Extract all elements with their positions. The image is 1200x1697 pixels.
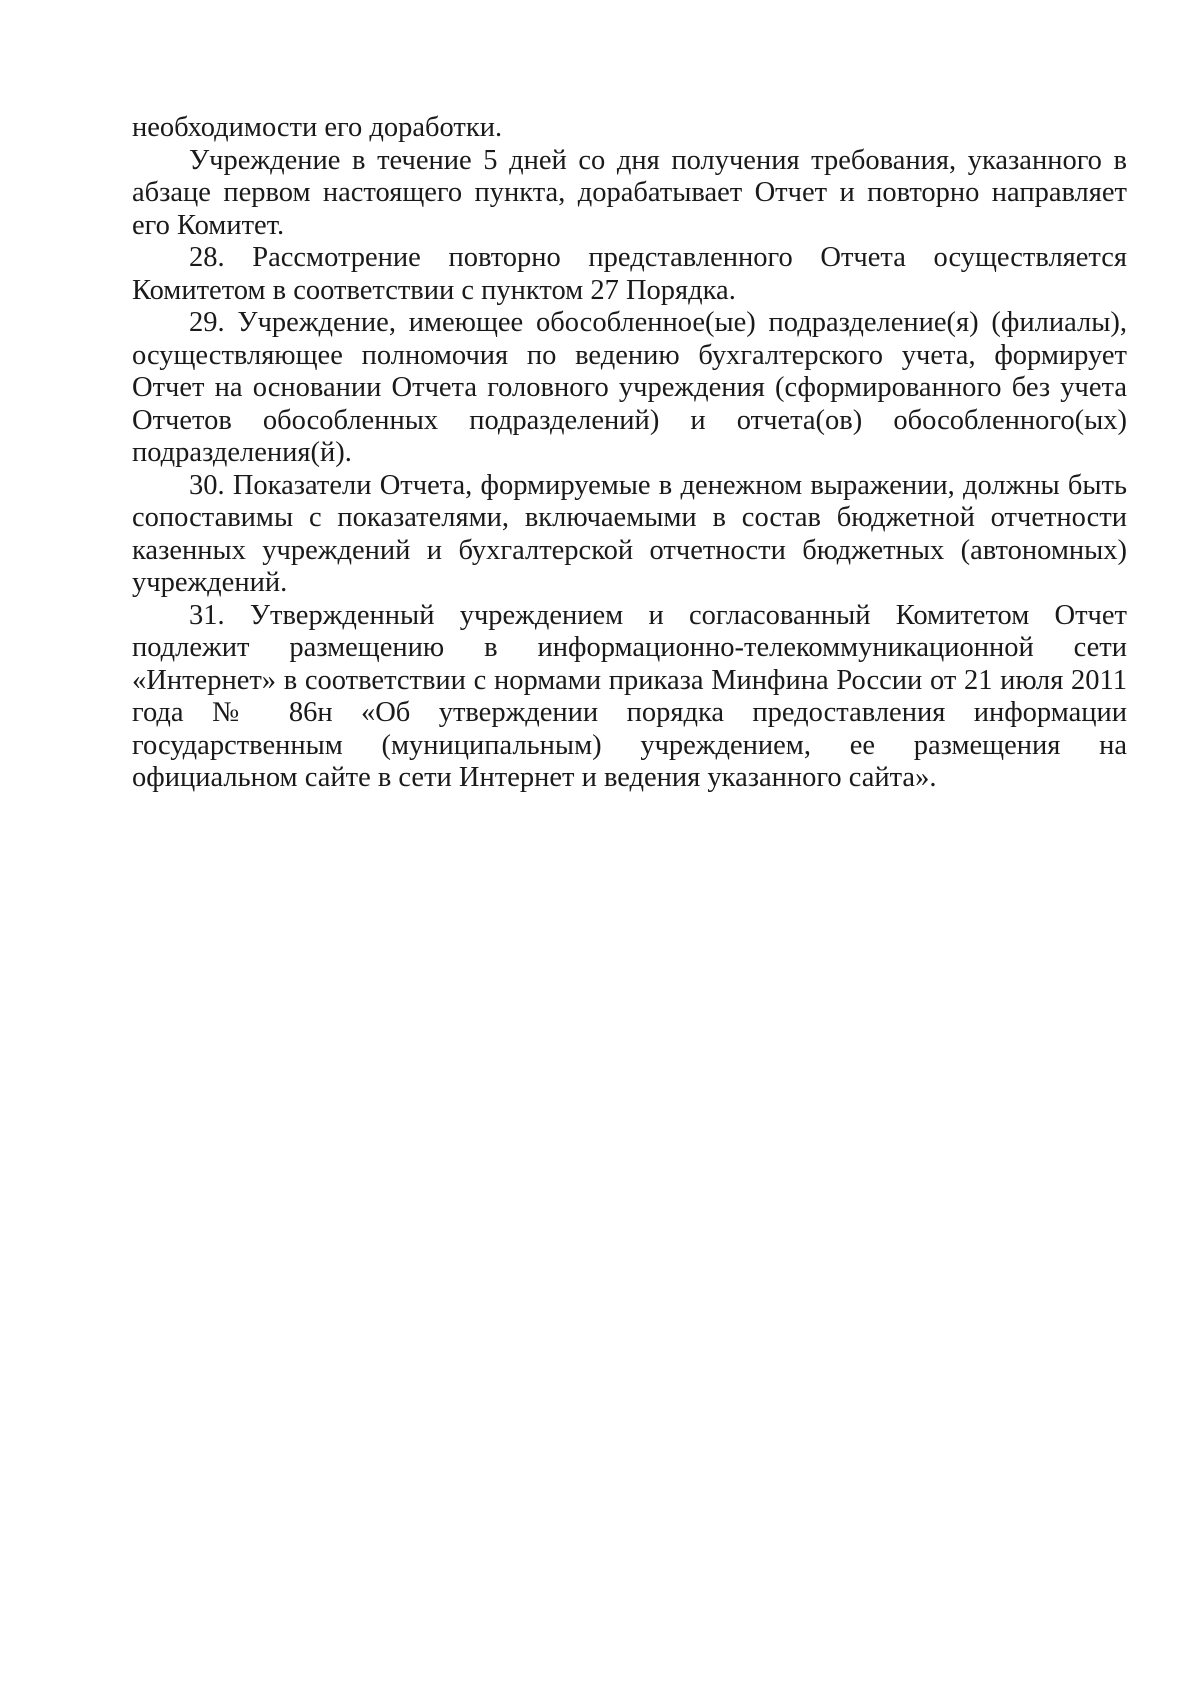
document-body <box>132 112 1127 795</box>
paragraph-29: 29. Учреждение, имеющее обособленное(ые) подразделение(я) (филиалы), осуществляющее полномочия по ведению бухгалтерского учета, формирует Отчет на основании Отчета головного учреждения (сформированного без учета Отчетов обособленных подразделений) и отчета(ов) обособленного(ых) подразделения(й). <box>132 307 1127 468</box>
paragraph-continuation: необходимости его доработки. <box>132 112 503 143</box>
paragraph-institution-revision: Учреждение в течение 5 дней со дня получения требования, указанного в абзаце первом настоящего пункта, дорабатывает Отчет и повторно направляет его Комитет. <box>132 144 1127 241</box>
paragraph-31: 31. Утвержденный учреждением и согласованный Комитетом Отчет подлежит размещению в информационно-телекоммуникационной сети «Интернет» в соответствии с нормами приказа Минфина России от 21 июля 2011 года № 86н «Об утверждении порядка предоставления информации государственным (муниципальным) учреждением, ее размещения на официальном сайте в сети Интернет и ведения указанного сайта». <box>132 599 1127 793</box>
paragraph-28: 28. Рассмотрение повторно представленного Отчета осуществляется Комитетом в соответствии с пунктом 27 Порядка. <box>132 242 1127 306</box>
paragraph-30: 30. Показатели Отчета, формируемые в денежном выражении, должны быть сопоставимы с показателями, включаемыми в состав бюджетной отчетности казенных учреждений и бухгалтерской отчетности бюджетных (автономных) учреждений. <box>132 469 1127 598</box>
